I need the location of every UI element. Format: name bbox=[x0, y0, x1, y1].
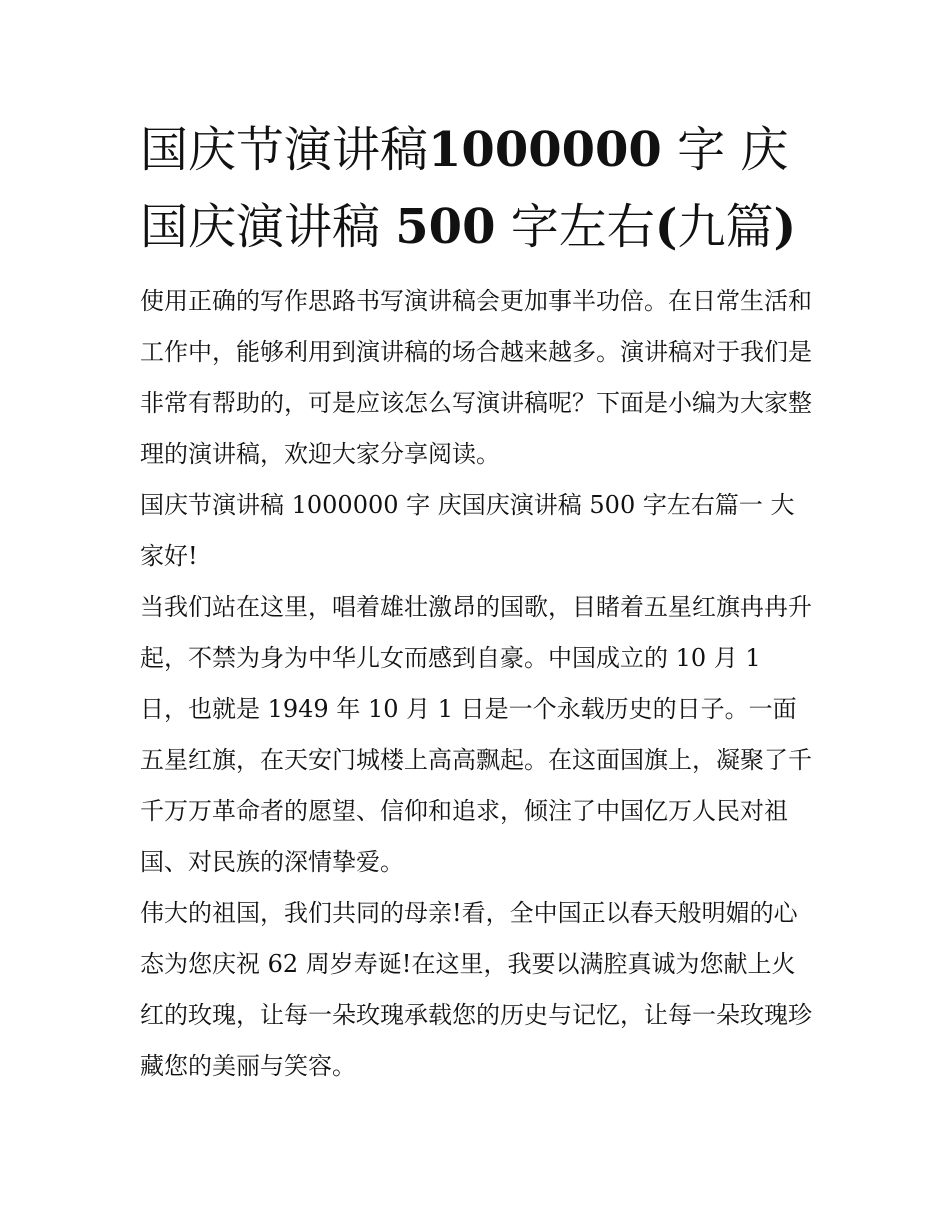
paragraph-section-heading: 国庆节演讲稿 1000000 字 庆国庆演讲稿 500 字左右篇一 大家好! bbox=[140, 491, 795, 570]
paragraph-national-anthem: 当我们站在这里，唱着雄壮激昂的国歌，目睹着五星红旗冉冉升起，不禁为身为中华儿女而感到自豪。中国成立的 10 月 1 日，也就是 1949 年 10 月 1 日是一个永载历史的日子。一面五星红旗，在天安门城楼上高高飘起。在这面国旗上，凝聚了千千万万革命者的愿望、信仰和追求，倾注了中国亿万人民对祖国、对民族的深情挚爱。 bbox=[140, 593, 812, 876]
title-number-2: 500 bbox=[395, 199, 496, 255]
title-number-1: 1000000 bbox=[428, 122, 662, 178]
paragraph-motherland: 伟大的祖国，我们共同的母亲!看，全中国正以春天般明媚的心态为您庆祝 62 周岁寿诞!在这里，我要以满腔真诚为您献上火红的玫瑰，让每一朵玫瑰承载您的历史与记忆，让每一朵玫瑰珍藏您的美丽与笑容。 bbox=[140, 899, 812, 1080]
title-paren-close: ) bbox=[773, 199, 797, 255]
document-body bbox=[140, 276, 812, 1092]
title-part-3: 字左右 bbox=[495, 199, 655, 255]
document-title bbox=[140, 112, 812, 266]
title-part-5: 九篇 bbox=[677, 199, 774, 255]
paragraph-intro: 使用正确的写作思路书写演讲稿会更加事半功倍。在日常生活和工作中，能够利用到演讲稿的场合越来越多。演讲稿对于我们是非常有帮助的，可是应该怎么写演讲稿呢？下面是小编为大家整理的演讲稿，欢迎大家分享阅读。 bbox=[140, 287, 812, 468]
document-page bbox=[140, 112, 812, 1092]
title-part-2: 字 庆国庆演讲稿 bbox=[140, 122, 789, 255]
title-paren-open: ( bbox=[654, 199, 678, 255]
title-part-1: 国庆节演讲稿 bbox=[140, 122, 429, 178]
